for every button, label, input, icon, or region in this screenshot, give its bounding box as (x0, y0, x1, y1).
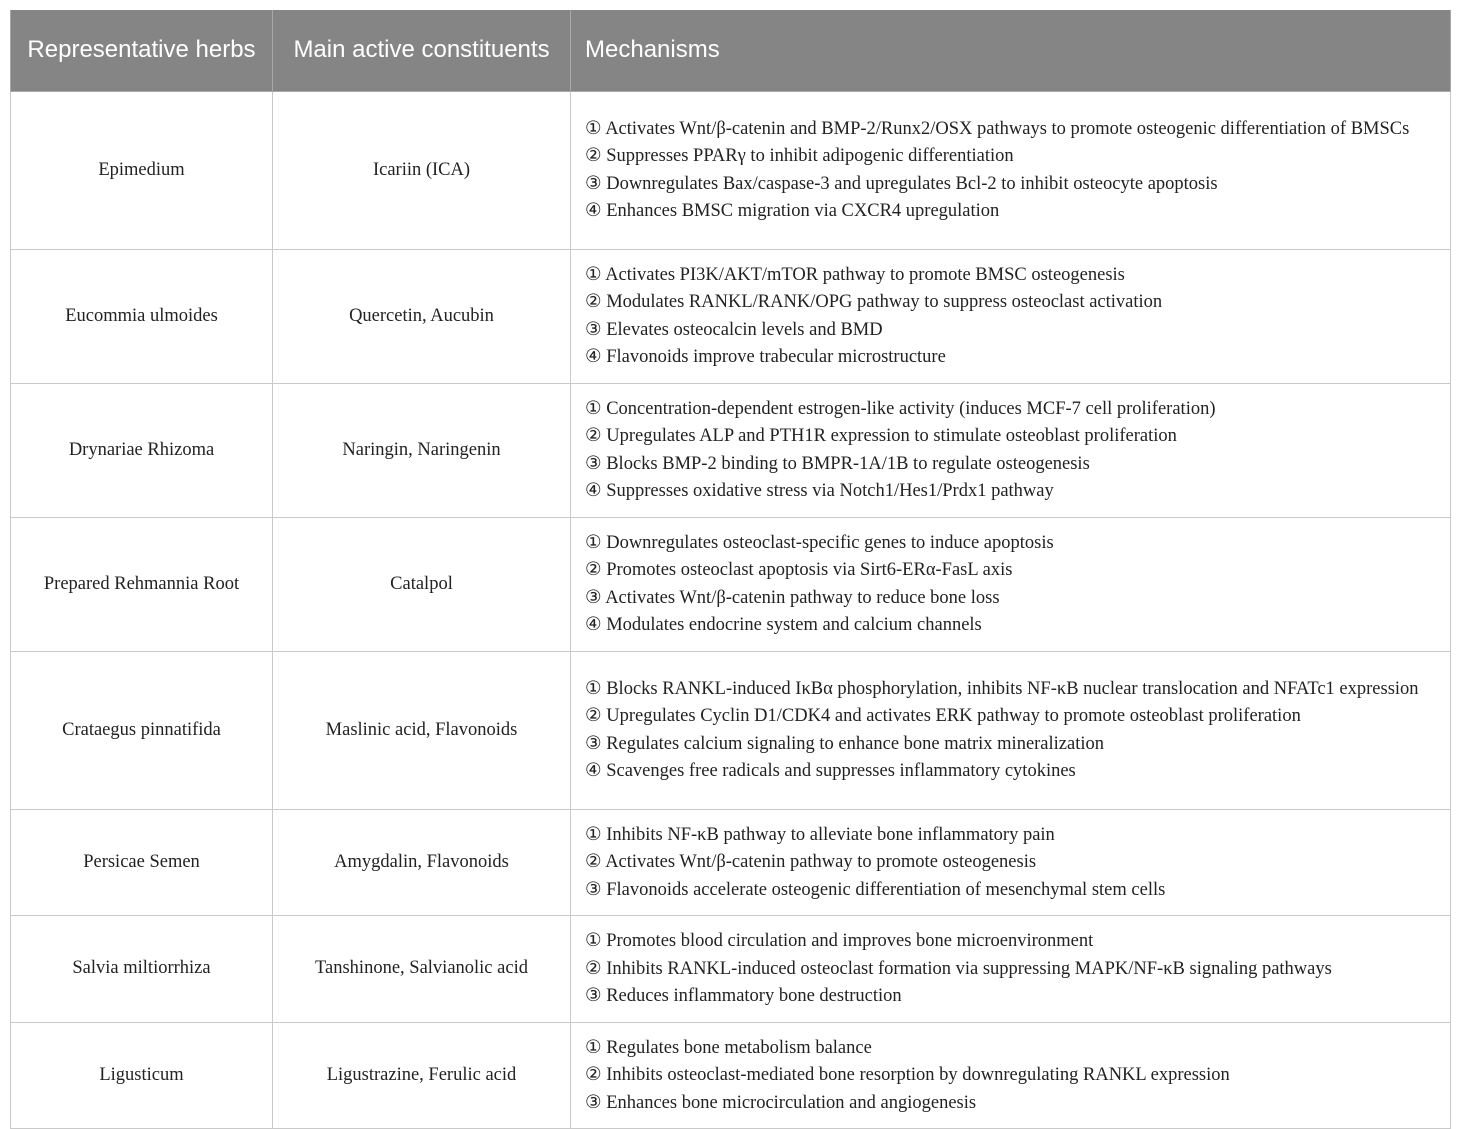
constituents-cell: Amygdalin, Flavonoids (273, 809, 571, 916)
mechanism-item: ② Inhibits osteoclast-mediated bone resorption by downregulating RANKL expression (585, 1065, 1230, 1085)
herb-cell: Crataegus pinnatifida (11, 651, 273, 809)
mechanism-item: ① Activates PI3K/AKT/mTOR pathway to promote BMSC osteogenesis (585, 264, 1125, 285)
mechanisms-cell (571, 249, 1451, 383)
mechanism-item: ③ Flavonoids accelerate osteogenic differentiation of mesenchymal stem cells (585, 879, 1166, 900)
herb-table (10, 10, 1451, 1129)
mechanisms-cell (571, 517, 1451, 651)
table-row (11, 809, 1451, 916)
table-row (11, 916, 1451, 1023)
header-row (11, 10, 1451, 91)
table-row (11, 1022, 1451, 1129)
mechanism-item: ① Downregulates osteoclast-specific genes to induce apoptosis (585, 532, 1054, 553)
mechanism-item: ③ Reduces inflammatory bone destruction (585, 986, 902, 1006)
mechanism-item: ② Promotes osteoclast apoptosis via Sirt6-ERα-FasL axis (585, 560, 1013, 580)
mechanism-item: ① Promotes blood circulation and improves bone microenvironment (585, 931, 1094, 951)
mechanism-item: ② Upregulates Cyclin D1/CDK4 and activates ERK pathway to promote osteoblast proliferation (585, 706, 1301, 726)
mechanisms-cell (571, 916, 1451, 1023)
herb-cell: Ligusticum (11, 1022, 273, 1129)
constituents-cell: Icariin (ICA) (273, 91, 571, 249)
mechanisms-cell (571, 1022, 1451, 1129)
mechanism-item: ① Regulates bone metabolism balance (585, 1037, 872, 1058)
mechanism-item: ③ Blocks BMP-2 binding to BMPR-1A/1B to regulate osteogenesis (585, 453, 1090, 474)
constituents-cell: Naringin, Naringenin (273, 383, 571, 517)
herb-cell: Eucommia ulmoides (11, 249, 273, 383)
table-body (11, 91, 1451, 1129)
mechanisms-cell (571, 383, 1451, 517)
mechanism-item: ① Blocks RANKL-induced IκBα phosphorylation, inhibits NF-κB nuclear translocation and NFATc1 expression (585, 678, 1419, 699)
header-constituents: Main active constituents (273, 10, 571, 91)
herb-cell: Epimedium (11, 91, 273, 249)
mechanism-item: ① Inhibits NF-κB pathway to alleviate bone inflammatory pain (585, 824, 1055, 845)
herb-cell: Drynariae Rhizoma (11, 383, 273, 517)
mechanism-item: ② Suppresses PPARγ to inhibit adipogenic differentiation (585, 146, 1014, 166)
constituents-cell: Quercetin, Aucubin (273, 249, 571, 383)
mechanism-item: ④ Scavenges free radicals and suppresses inflammatory cytokines (585, 761, 1076, 781)
mechanism-item: ① Activates Wnt/β-catenin and BMP-2/Runx2/OSX pathways to promote osteogenic differentiation of BMSCs (585, 118, 1410, 139)
mechanism-item: ③ Activates Wnt/β-catenin pathway to reduce bone loss (585, 587, 1000, 608)
mechanism-item: ② Modulates RANKL/RANK/OPG pathway to suppress osteoclast activation (585, 292, 1163, 312)
herb-cell: Salvia miltiorrhiza (11, 916, 273, 1023)
mechanism-item: ② Activates Wnt/β-catenin pathway to promote osteogenesis (585, 852, 1037, 872)
herb-cell: Prepared Rehmannia Root (11, 517, 273, 651)
header-herbs: Representative herbs (11, 10, 273, 91)
mechanism-item: ③ Elevates osteocalcin levels and BMD (585, 319, 883, 340)
mechanism-item: ③ Regulates calcium signaling to enhance bone matrix mineralization (585, 733, 1105, 754)
mechanism-item: ④ Suppresses oxidative stress via Notch1/Hes1/Prdx1 pathway (585, 481, 1054, 501)
mechanisms-cell (571, 651, 1451, 809)
mechanism-item: ③ Enhances bone microcirculation and angiogenesis (585, 1092, 977, 1113)
constituents-cell: Maslinic acid, Flavonoids (273, 651, 571, 809)
constituents-cell: Tanshinone, Salvianolic acid (273, 916, 571, 1023)
mechanisms-cell (571, 91, 1451, 249)
mechanism-item: ④ Flavonoids improve trabecular microstructure (585, 347, 946, 367)
table-row (11, 651, 1451, 809)
mechanism-item: ④ Enhances BMSC migration via CXCR4 upregulation (585, 201, 1000, 221)
constituents-cell: Ligustrazine, Ferulic acid (273, 1022, 571, 1129)
herb-cell: Persicae Semen (11, 809, 273, 916)
header-mechanisms: Mechanisms (571, 10, 1451, 91)
mechanism-item: ③ Downregulates Bax/caspase-3 and upregulates Bcl-2 to inhibit osteocyte apoptosis (585, 173, 1218, 194)
table-row (11, 249, 1451, 383)
mechanism-item: ④ Modulates endocrine system and calcium channels (585, 615, 982, 635)
table-row (11, 383, 1451, 517)
mechanism-item: ② Upregulates ALP and PTH1R expression to stimulate osteoblast proliferation (585, 426, 1177, 446)
table-row (11, 517, 1451, 651)
table-row (11, 91, 1451, 249)
mechanism-item: ① Concentration-dependent estrogen-like activity (induces MCF-7 cell proliferation) (585, 398, 1216, 419)
constituents-cell: Catalpol (273, 517, 571, 651)
mechanisms-cell (571, 809, 1451, 916)
mechanism-item: ② Inhibits RANKL-induced osteoclast formation via suppressing MAPK/NF-κB signaling pathways (585, 958, 1332, 979)
